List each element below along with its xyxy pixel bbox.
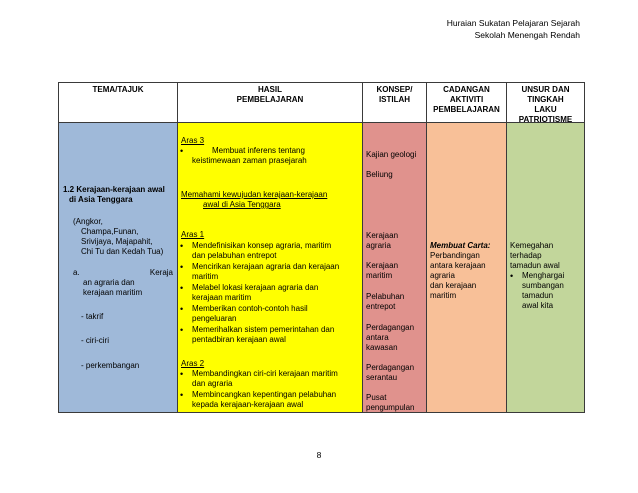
konsep-k5-line2: entrepot bbox=[366, 302, 396, 311]
header-school-level: Sekolah Menengah Rendah bbox=[474, 30, 580, 40]
unsur-bullet-line1: • Menghargai bbox=[522, 271, 565, 280]
konsep-pelabuhan-entrepot bbox=[366, 292, 404, 312]
konsep-perdagangan-antara-kawasan bbox=[366, 323, 414, 353]
unsur-bullet-line3: tamadun bbox=[522, 291, 554, 300]
header-hasil-line2: PEMBELAJARAN bbox=[236, 95, 304, 104]
aras2-label: Aras 2 bbox=[181, 359, 205, 368]
syllabus-table bbox=[58, 82, 585, 413]
aras3-item bbox=[178, 146, 360, 166]
konsep-k7-line2: serantau bbox=[366, 373, 398, 382]
tema-item-a-word: Keraja bbox=[149, 268, 173, 277]
unsur-list bbox=[508, 271, 584, 311]
tema-sub-ciri: - ciri-ciri bbox=[81, 336, 109, 345]
tema-example-line3: Srivijaya, Majapahit, bbox=[81, 237, 153, 246]
aras3-item-line2: keistimewaan zaman prasejarah bbox=[192, 156, 307, 165]
tema-title-line2: di Asia Tenggara bbox=[69, 195, 133, 204]
aras1-item-2-line2: maritim bbox=[192, 272, 219, 281]
header-unsur bbox=[506, 82, 585, 123]
konsep-k8-line2: pengumpulan bbox=[366, 403, 415, 412]
header-cadangan-line1: CADANGAN bbox=[443, 85, 490, 94]
tema-item-a bbox=[73, 268, 173, 298]
tema-item-a-label: a. bbox=[73, 268, 80, 277]
hasil-cell bbox=[177, 122, 363, 413]
header-hasil bbox=[177, 82, 363, 123]
aras1-item bbox=[178, 304, 362, 324]
page-number: 8 bbox=[316, 450, 322, 460]
aras1-item-1-line2: dan pelabuhan entrepot bbox=[192, 251, 277, 260]
unsur-line1: Kemegahan bbox=[510, 241, 554, 250]
header-cadangan bbox=[426, 82, 507, 123]
aras1-item bbox=[178, 262, 362, 282]
aras2-item-1-line2: dan agraria bbox=[192, 379, 233, 388]
header-subject: Huraian Sukatan Pelajaran Sejarah bbox=[446, 18, 580, 28]
konsep-kerajaan-maritim bbox=[366, 261, 398, 281]
header-cadangan-line2: AKTIVITI bbox=[449, 95, 484, 104]
header-unsur-line1: UNSUR DAN bbox=[521, 85, 570, 94]
tema-example-line2: Champa,Funan, bbox=[81, 227, 139, 236]
memahami-line1: Memahami kewujudan kerajaan-kerajaan bbox=[181, 190, 328, 199]
header-konsep-line1: KONSEP/ bbox=[376, 85, 413, 94]
unsur-bullet bbox=[508, 271, 584, 311]
header-hasil-line1: HASIL bbox=[258, 85, 282, 94]
aras1-item bbox=[178, 325, 362, 345]
memahami-heading bbox=[181, 190, 327, 210]
unsur-bullet-line4: awal kita bbox=[522, 301, 554, 310]
aras1-item-4-line1: • Memberikan contoh-contoh hasil bbox=[192, 304, 308, 313]
aras1-item-1-line1: • Mendefinisikan konsep agraria, maritim bbox=[192, 241, 332, 250]
aras2-item bbox=[178, 390, 362, 410]
aras1-item-5-line2: pentadbiran kerajaan awal bbox=[192, 335, 286, 344]
aras2-item-1-line1: • Membandingkan ciri-ciri kerajaan maritim bbox=[192, 369, 338, 378]
aras2-item-2-line1: • Membincangkan kepentingan pelabuhan bbox=[192, 390, 337, 399]
aras2-item bbox=[178, 369, 362, 389]
cadangan-line1: Perbandingan bbox=[430, 251, 480, 260]
cadangan-line4: dan kerajaan bbox=[430, 281, 477, 290]
cadangan-title: Membuat Carta: bbox=[430, 241, 491, 250]
document-header bbox=[447, 17, 580, 41]
konsep-kajian-geologi: Kajian geologi bbox=[366, 150, 417, 159]
aras1-label: Aras 1 bbox=[181, 230, 205, 239]
cadangan-activity bbox=[430, 241, 490, 301]
unsur-line2: terhadap bbox=[510, 251, 542, 260]
header-unsur-line2: TINGKAH bbox=[527, 95, 564, 104]
konsep-pusat-pengumpulan bbox=[366, 393, 414, 413]
cadangan-line2: antara kerajaan bbox=[430, 261, 486, 270]
unsur-cell bbox=[506, 122, 585, 413]
header-unsur-line3: LAKU bbox=[534, 105, 557, 114]
konsep-k4-line2: maritim bbox=[366, 271, 393, 280]
aras2-item-2-line2: kepada kerajaan-kerajaan awal bbox=[192, 400, 304, 409]
konsep-k5-line1: Pelabuhan bbox=[366, 292, 405, 301]
konsep-beliung: Beliung bbox=[366, 170, 393, 179]
header-konsep-line2: ISTILAH bbox=[378, 95, 411, 104]
konsep-k6-line2: antara bbox=[366, 333, 389, 342]
konsep-k3-line1: Kerajaan bbox=[366, 231, 399, 240]
tema-example-line1: (Angkor, bbox=[73, 217, 103, 226]
tema-item-a-line2: an agraria dan bbox=[83, 278, 135, 287]
aras1-list bbox=[178, 241, 362, 346]
tema-example-line4: Chi Tu dan Kedah Tua) bbox=[81, 247, 164, 256]
unsur-line3: tamadun awal bbox=[510, 261, 560, 270]
konsep-k6-line1: Perdagangan bbox=[366, 323, 415, 332]
aras1-item-3-line1: • Melabel lokasi kerajaan agraria dan bbox=[192, 283, 319, 292]
tema-title bbox=[63, 185, 165, 205]
aras1-item bbox=[178, 241, 362, 261]
aras1-item bbox=[178, 283, 362, 303]
tema-title-line1: 1.2 Kerajaan-kerajaan awal bbox=[63, 185, 165, 194]
aras1-item-2-line1: • Mencirikan kerajaan agraria dan kerajaan bbox=[192, 262, 340, 271]
konsep-k7-line1: Perdagangan bbox=[366, 363, 415, 372]
aras1-item-5-line1: • Memerihalkan sistem pemerintahan dan bbox=[192, 325, 335, 334]
tema-sub-perkembangan: - perkembangan bbox=[81, 361, 140, 370]
konsep-k8-line1: Pusat bbox=[366, 393, 387, 402]
aras2-list bbox=[178, 369, 362, 410]
konsep-k3-line2: agraria bbox=[366, 241, 391, 250]
header-konsep bbox=[362, 82, 427, 123]
aras3-list bbox=[178, 146, 360, 166]
tema-cell bbox=[58, 122, 178, 413]
aras3-label: Aras 3 bbox=[181, 136, 205, 145]
unsur-content bbox=[510, 241, 584, 311]
aras3-item-line1: • Membuat inferens tentang bbox=[212, 146, 305, 155]
unsur-bullet-line2: sumbangan bbox=[522, 281, 564, 290]
memahami-line2: awal di Asia Tenggara bbox=[203, 200, 281, 209]
konsep-k6-line3: kawasan bbox=[366, 343, 398, 352]
konsep-cell bbox=[362, 122, 427, 413]
header-tema-label: TEMA/TAJUK bbox=[92, 85, 144, 94]
header-tema bbox=[58, 82, 178, 123]
tema-sub-takrif: - takrif bbox=[81, 312, 104, 321]
tema-item-a-line3: kerajaan maritim bbox=[83, 288, 143, 297]
tema-examples bbox=[73, 217, 163, 257]
konsep-k4-line1: Kerajaan bbox=[366, 261, 399, 270]
konsep-perdagangan-serantau bbox=[366, 363, 414, 383]
aras1-item-4-line2: pengeluaran bbox=[192, 314, 237, 323]
cadangan-cell bbox=[426, 122, 507, 413]
konsep-kerajaan-agraria bbox=[366, 231, 398, 251]
aras1-item-3-line2: kerajaan maritim bbox=[192, 293, 252, 302]
cadangan-line5: maritim bbox=[430, 291, 457, 300]
header-cadangan-line3: PEMBELAJARAN bbox=[433, 105, 500, 114]
cadangan-line3: agraria bbox=[430, 271, 455, 280]
header-unsur-line4: PATRIOTISME bbox=[518, 115, 573, 123]
